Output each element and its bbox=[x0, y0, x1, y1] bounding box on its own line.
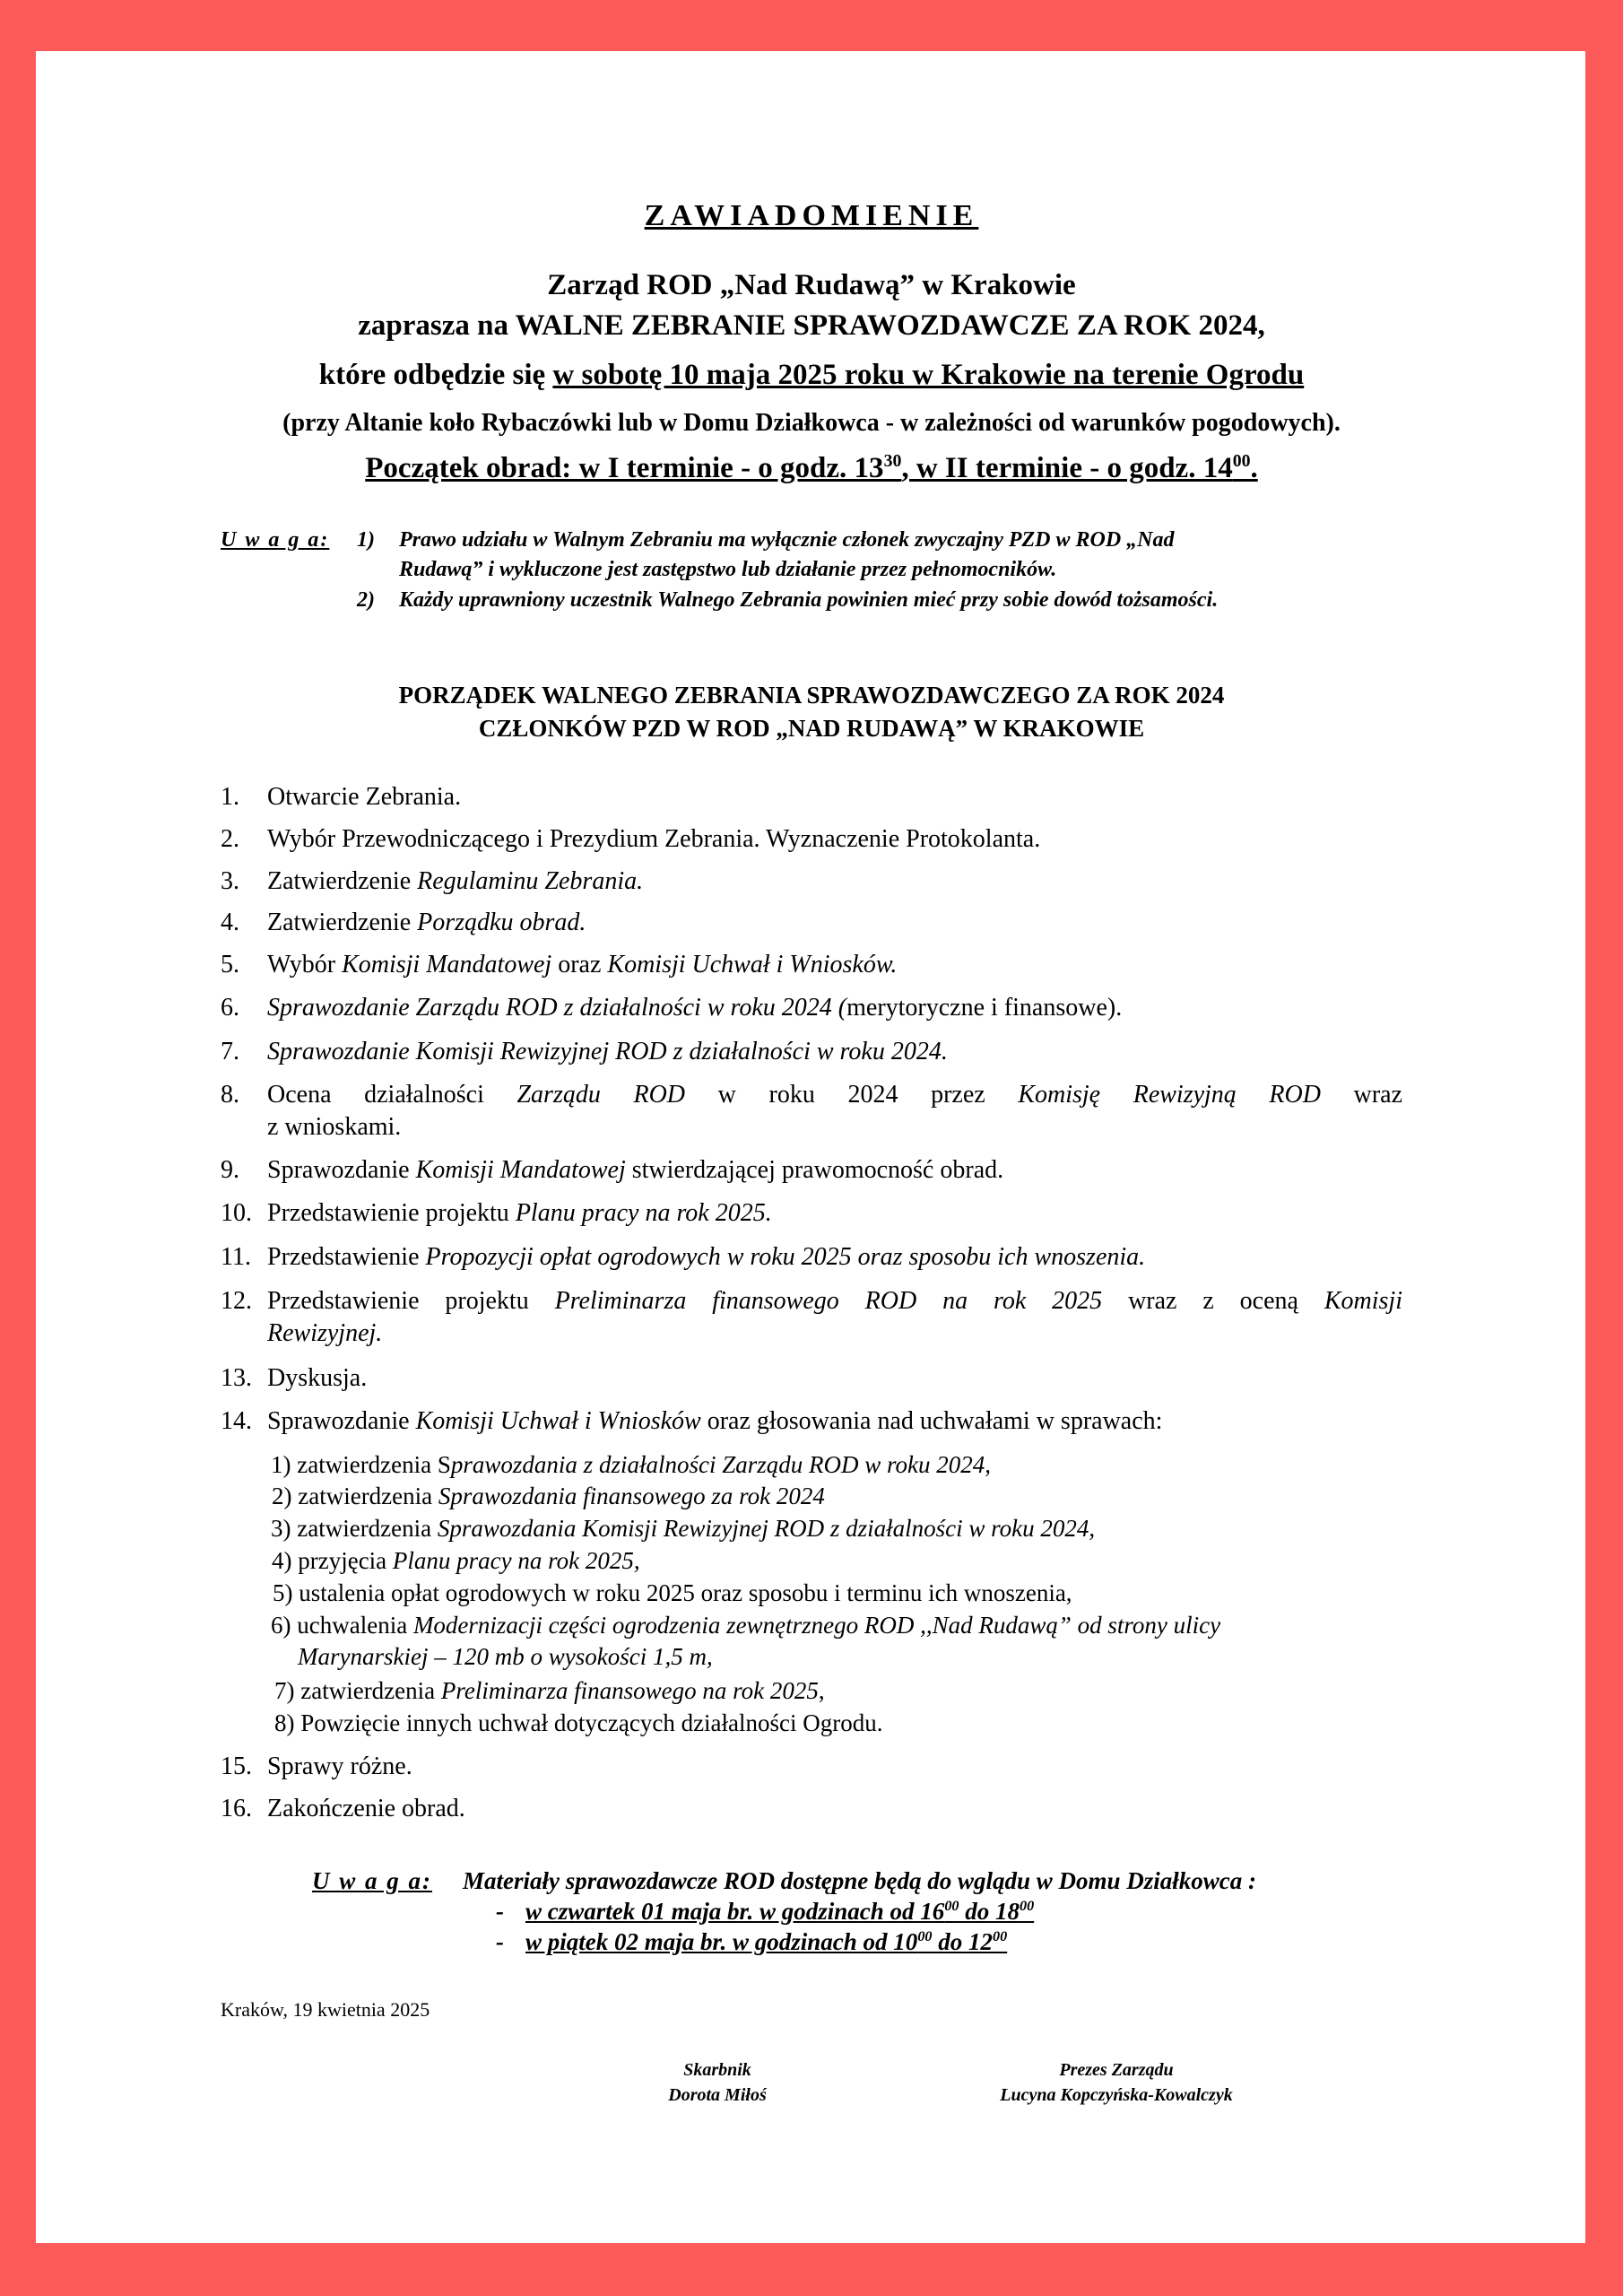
start-mid: , w II terminie - o godz. 14 bbox=[901, 452, 1233, 484]
signature-left-role: Skarbnik bbox=[683, 2060, 751, 2080]
agenda-number: 9. bbox=[221, 1156, 239, 1184]
footer-notice-label: U w a g a: bbox=[312, 1867, 432, 1894]
agenda-text bbox=[267, 1154, 1402, 1187]
agenda-text-plain: w roku 2024 przez bbox=[717, 1081, 1019, 1109]
footer-date-1 bbox=[525, 1898, 1034, 1926]
start-sup-1: 30 bbox=[883, 451, 902, 471]
agenda-text-italic: Regulaminu Zebrania. bbox=[417, 867, 644, 895]
subitem-text-italic: Sprawozdania finansowego za rok 2024 bbox=[438, 1483, 825, 1509]
agenda-text-plain: wraz bbox=[1353, 1081, 1403, 1109]
agenda-number: 11. bbox=[221, 1243, 251, 1271]
footer-date-1-mid: do 18 bbox=[959, 1898, 1020, 1925]
agenda-text-plain: Zatwierdzenie bbox=[267, 867, 418, 895]
agenda-text bbox=[267, 1285, 1402, 1318]
notice-2-number: 2) bbox=[357, 588, 375, 612]
footer-date-2-sup-2: 00 bbox=[993, 1928, 1008, 1944]
agenda-text bbox=[267, 1241, 1402, 1274]
start-end: . bbox=[1250, 452, 1258, 484]
subitem-7 bbox=[274, 1675, 825, 1706]
agenda-text bbox=[267, 1079, 1402, 1111]
subitem-5: 5) ustalenia opłat ogrodowych w roku 2025 oraz sposobu i terminu ich wnoszenia, bbox=[273, 1579, 1072, 1606]
agenda-text-italic: Propozycji opłat ogrodowych w roku 2025 oraz sposobu ich wnoszenia. bbox=[425, 1243, 1146, 1271]
agenda-text bbox=[267, 865, 1402, 898]
agenda-text-italic: Preliminarza finansowego ROD na rok 2025 bbox=[554, 1287, 1103, 1315]
agenda-number: 1. bbox=[221, 783, 239, 811]
agenda-number: 13. bbox=[221, 1364, 252, 1392]
agenda-text-plain: Sprawozdanie bbox=[267, 1407, 416, 1435]
agenda-text-italic: Komisji Mandatowej bbox=[415, 1156, 626, 1184]
agenda-text-italic: Komisji Uchwał i Wniosków. bbox=[607, 951, 898, 978]
agenda-text-plain: Przedstawienie bbox=[267, 1243, 426, 1271]
agenda-number: 3. bbox=[221, 867, 239, 895]
subitem-text-plain: 3) zatwierdzenia bbox=[271, 1515, 438, 1542]
agenda-text-plain: Przedstawienie projektu bbox=[267, 1287, 555, 1315]
subitem-text-plain: , bbox=[818, 1677, 825, 1704]
notice-1-line-2: Rudawą” i wykluczone jest zastępstwo lub działanie przez pełnomocników. bbox=[399, 558, 1057, 581]
start-label: Początek obrad: w I terminie - o godz. 13 bbox=[365, 452, 884, 484]
subitem-4 bbox=[272, 1545, 640, 1576]
agenda-text bbox=[267, 1405, 1402, 1438]
agenda-text: Wybór Przewodniczącego i Prezydium Zebrania. Wyznaczenie Protokolanta. bbox=[267, 825, 1041, 853]
agenda-text: Zakończenie obrad. bbox=[267, 1795, 465, 1822]
subitem-text-italic: prawozdania z działalności Zarządu ROD w roku 2024, bbox=[450, 1451, 991, 1478]
footer-date-2-text: w piątek 02 maja br. w godzinach od 10 bbox=[525, 1928, 918, 1955]
subitem-1 bbox=[271, 1449, 991, 1480]
agenda-text-italic: Komisji bbox=[1324, 1287, 1402, 1315]
agenda-text-plain: Zatwierdzenie bbox=[267, 909, 418, 936]
agenda-title-line-1: PORZĄDEK WALNEGO ZEBRANIA SPRAWOZDAWCZEGO ZA ROK 2024 bbox=[398, 682, 1225, 709]
signature-right-role: Prezes Zarządu bbox=[1059, 2060, 1174, 2080]
footer-date-1-text: w czwartek 01 maja br. w godzinach od 16 bbox=[525, 1898, 945, 1925]
subitem-text-italic: Sprawozdania Komisji Rewizyjnej ROD z działalności w roku 2024, bbox=[437, 1515, 1096, 1542]
footer-date-1-sup-1: 00 bbox=[944, 1898, 959, 1914]
agenda-number: 12. bbox=[221, 1287, 252, 1315]
subitem-text-italic: Planu pracy na rok 2025, bbox=[392, 1547, 640, 1574]
agenda-text-plain: Sprawozdanie bbox=[267, 1156, 416, 1184]
agenda-number: 4. bbox=[221, 909, 239, 936]
agenda-text-plain: Przedstawienie projektu bbox=[267, 1199, 516, 1227]
subitem-text-plain: 6) uchwalenia bbox=[271, 1612, 413, 1639]
agenda-text: Sprawozdanie Komisji Rewizyjnej ROD z działalności w roku 2024. bbox=[267, 1038, 948, 1065]
agenda-text: Dyskusja. bbox=[267, 1364, 368, 1392]
agenda-text bbox=[267, 949, 1402, 981]
notice-1-line-1: Prawo udziału w Walnym Zebraniu ma wyłącznie członek zwyczajny PZD w ROD „Nad bbox=[399, 528, 1175, 552]
agenda-number: 10. bbox=[221, 1199, 252, 1227]
agenda-text-line-2: Rewizyjnej. bbox=[267, 1319, 383, 1347]
agenda-text-plain: merytoryczne i finansowe). bbox=[846, 994, 1123, 1022]
start-time bbox=[0, 452, 1623, 485]
subitem-text-plain: 4) przyjęcia bbox=[272, 1547, 393, 1574]
header-invitation: zaprasza na WALNE ZEBRANIE SPRAWOZDAWCZE ZA ROK 2024, bbox=[358, 309, 1265, 342]
document-date: Kraków, 19 kwietnia 2025 bbox=[221, 1998, 430, 2021]
agenda-text-italic: Sprawozdanie Zarządu ROD z działalności w roku 2024 ( bbox=[267, 994, 847, 1022]
agenda-text: Otwarcie Zebrania. bbox=[267, 783, 462, 811]
subitem-3 bbox=[271, 1513, 1095, 1544]
agenda-number: 7. bbox=[221, 1038, 239, 1065]
notice-1-number: 1) bbox=[357, 528, 375, 552]
start-sup-2: 00 bbox=[1232, 451, 1251, 471]
footer-date-2-dash: - bbox=[496, 1928, 504, 1955]
agenda-number: 6. bbox=[221, 994, 239, 1022]
agenda-text: Sprawy różne. bbox=[267, 1752, 412, 1780]
agenda-text-italic: Komisji Mandatowej bbox=[342, 951, 552, 978]
subitem-8: 8) Powzięcie innych uchwał dotyczących działalności Ogrodu. bbox=[274, 1709, 883, 1736]
agenda-text bbox=[267, 1197, 1402, 1230]
agenda-text-italic: Zarządu ROD bbox=[516, 1081, 686, 1109]
header-date-underlined: w sobotę 10 maja 2025 roku w Krakowie na terenie Ogrodu bbox=[552, 359, 1305, 391]
subitem-6 bbox=[271, 1610, 1220, 1640]
subitem-text-plain: 2) zatwierdzenia bbox=[272, 1483, 438, 1509]
agenda-text-plain: Wybór bbox=[267, 951, 343, 978]
footer-notice-text: Materiały sprawozdawcze ROD dostępne będą do wglądu w Domu Działkowca : bbox=[463, 1867, 1257, 1894]
agenda-text-italic: Komisji Uchwał i Wniosków bbox=[415, 1407, 701, 1435]
agenda-text-italic: Porządku obrad. bbox=[417, 909, 586, 936]
agenda-text-plain: wraz z oceną bbox=[1128, 1287, 1324, 1315]
agenda-text-plain: Ocena działalności bbox=[267, 1081, 517, 1109]
subitem-text-italic: Modernizacji części ogrodzenia zewnętrznego ROD ,,Nad Rudawą” od strony ulicy bbox=[412, 1612, 1221, 1639]
agenda-number: 16. bbox=[221, 1795, 252, 1822]
subitem-text-plain: 1) zatwierdzenia S bbox=[271, 1451, 451, 1478]
header-date-place bbox=[0, 359, 1623, 392]
agenda-text-plain: stwierdzającej prawomocność obrad. bbox=[625, 1156, 1004, 1184]
agenda-text-italic: Komisję Rewizyjną ROD bbox=[1018, 1081, 1321, 1109]
footer-date-1-sup-2: 00 bbox=[1020, 1898, 1035, 1914]
footer-date-2-mid: do 12 bbox=[932, 1928, 993, 1955]
document-title: ZAWIADOMIENIE bbox=[644, 199, 979, 232]
agenda-text-plain: oraz głosowania nad uchwałami w sprawach: bbox=[700, 1407, 1163, 1435]
header-organization: Zarząd ROD „Nad Rudawą” w Krakowie bbox=[547, 269, 1076, 301]
header-date-prefix: które odbędzie się bbox=[318, 359, 553, 391]
notice-label: U w a g a: bbox=[221, 528, 330, 552]
agenda-text-italic: Planu pracy na rok 2025. bbox=[515, 1199, 772, 1227]
subitem-6-line-2: Marynarskiej – 120 mb o wysokości 1,5 m, bbox=[298, 1643, 713, 1670]
signature-right-name: Lucyna Kopczyńska-Kowalczyk bbox=[1000, 2085, 1233, 2105]
notice-2-text: Każdy uprawniony uczestnik Walnego Zebrania powinien mieć przy sobie dowód tożsamości. bbox=[399, 588, 1219, 612]
agenda-text bbox=[267, 907, 1402, 939]
agenda-number: 5. bbox=[221, 951, 239, 978]
agenda-text bbox=[267, 992, 1402, 1024]
agenda-number: 8. bbox=[221, 1081, 239, 1109]
agenda-number: 14. bbox=[221, 1407, 252, 1435]
footer-date-2-sup-1: 00 bbox=[917, 1928, 933, 1944]
subitem-2 bbox=[272, 1481, 825, 1511]
agenda-number: 15. bbox=[221, 1752, 252, 1780]
agenda-text-plain: oraz bbox=[551, 951, 608, 978]
agenda-text-line-2: z wnioskami. bbox=[267, 1113, 402, 1141]
agenda-number: 2. bbox=[221, 825, 239, 853]
footer-date-2 bbox=[525, 1928, 1007, 1956]
subitem-text-italic: Preliminarza finansowego na rok 2025 bbox=[440, 1677, 819, 1704]
footer-date-1-dash: - bbox=[496, 1898, 504, 1925]
subitem-text-plain: 7) zatwierdzenia bbox=[274, 1677, 441, 1704]
header-location-note: (przy Altanie koło Rybaczówki lub w Domu Działkowca - w zależności od warunków pogodowych). bbox=[282, 409, 1341, 437]
signature-left-name: Dorota Miłoś bbox=[668, 2085, 767, 2105]
agenda-title-line-2: CZŁONKÓW PZD W ROD „NAD RUDAWĄ” W KRAKOWIE bbox=[478, 715, 1145, 742]
start-time-text bbox=[365, 452, 1258, 484]
